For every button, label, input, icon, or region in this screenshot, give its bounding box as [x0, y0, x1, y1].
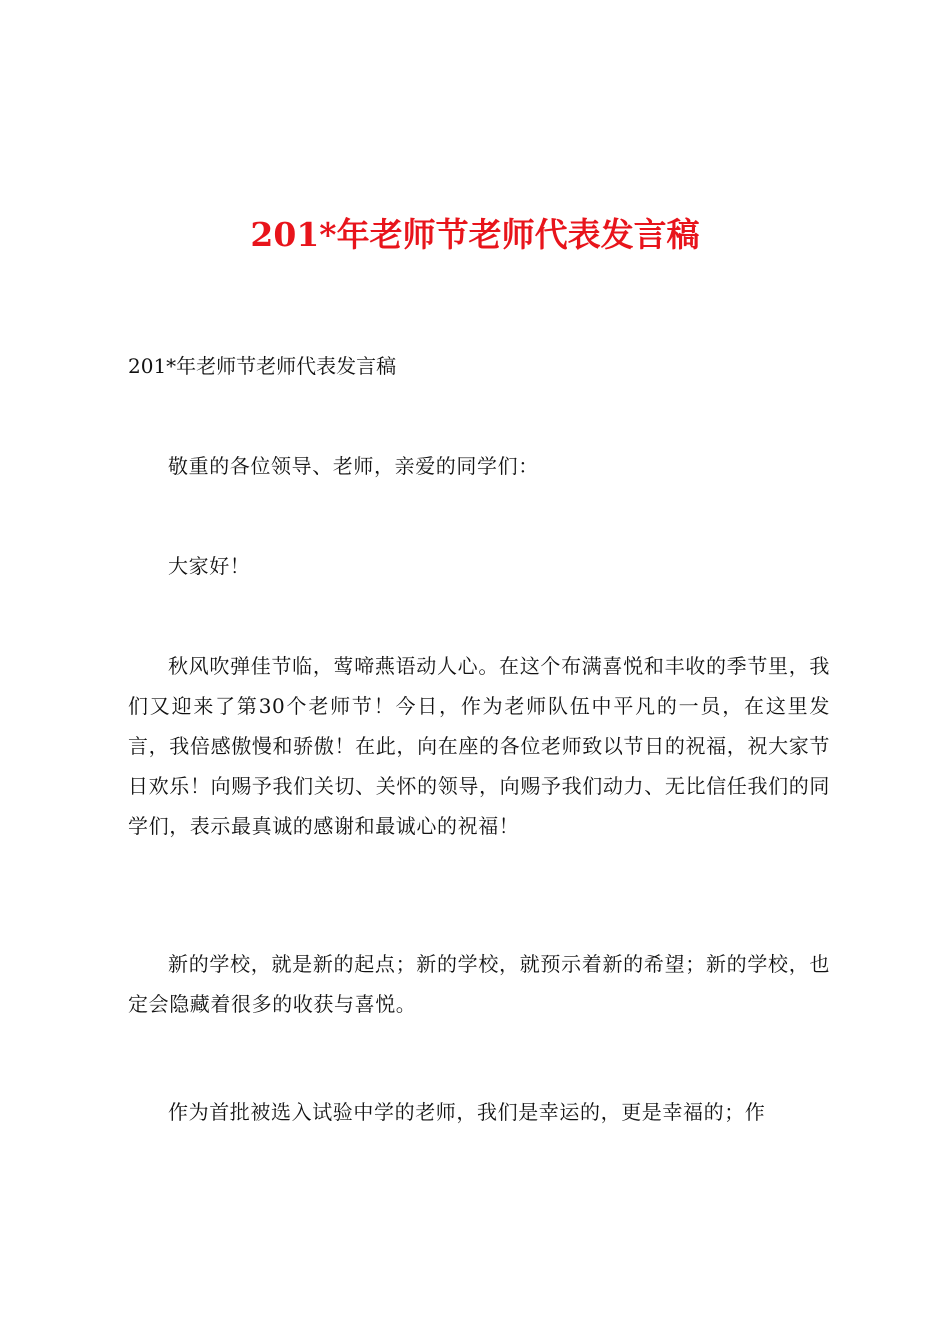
body-paragraph-1: 秋风吹弹佳节临，莺啼燕语动人心。在这个布满喜悦和丰收的季节里，我们又迎来了第30个老师节！今日，作为老师队伍中平凡的一员，在这里发言，我倍感傲慢和骄傲！在此，向在座的各位老师致以节日的祝福，祝大家节日欢乐！向赐予我们关切、关怀的领导，向赐予我们动力、无比信任我们的同学们，表示最真诚的感谢和最诚心的祝福！: [128, 654, 830, 838]
document-subtitle: 201*年老师节老师代表发言稿: [128, 354, 397, 378]
body-paragraph-2: 新的学校，就是新的起点；新的学校，就预示着新的希望；新的学校，也定会隐藏着很多的收获与喜悦。: [128, 952, 830, 1016]
hello-paragraph: 大家好！: [168, 554, 251, 578]
greeting-paragraph: 敬重的各位领导、老师，亲爱的同学们：: [168, 454, 539, 478]
document-title: 201*年老师节老师代表发言稿: [250, 215, 700, 254]
body-paragraph-3: 作为首批被选入试验中学的老师，我们是幸运的，更是幸福的；作: [168, 1100, 766, 1124]
